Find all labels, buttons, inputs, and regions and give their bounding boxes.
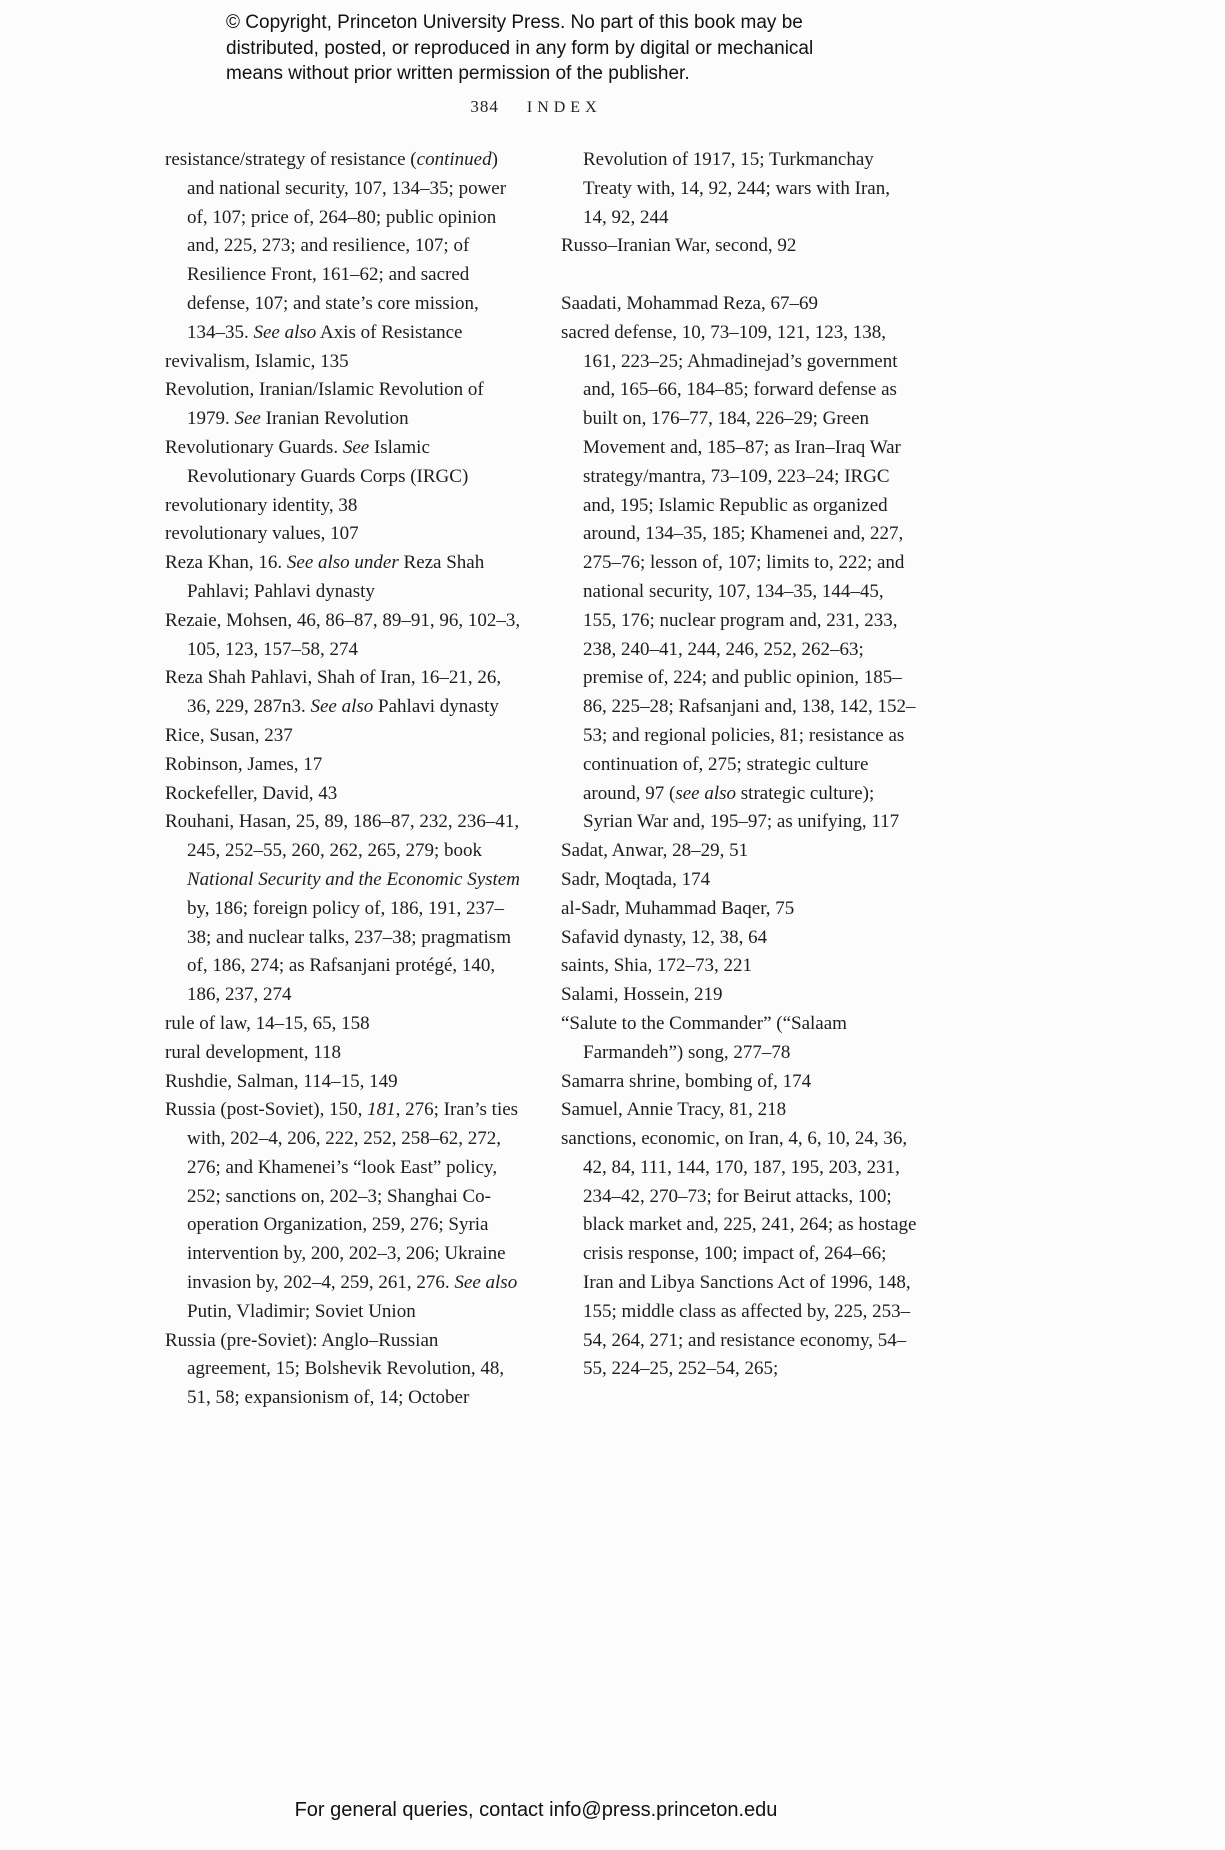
index-entry [561,895,917,924]
entry-text: sanctions, economic, on Iran, 4, 6, 10, 24, 36, 42, 84, 111, 144, 170, 187, 195, 203, 231, 234–42, 270–73; for Beirut attacks, 100; black market and, 225, 241, 264; as hostage crisis response, 100; impact of, 264–66; Iran and Libya Sanctions Act of 1996, 148, 155; middle class as affected by, 225, 253–54, 264, 271; and resistance economy, 54–55, 224–25, 252–54, 265; [561,1128,917,1380]
entry-text: rural development, 118 [165,1041,342,1063]
entry-text: Russia (pre-Soviet): Anglo–Russian agreement, 15; Bolshevik Revolution, 48, 51, 58; expansionism of, 14; October [165,1329,505,1409]
entry-text: Sadat, Anwar, 28–29, 51 [561,840,749,862]
entry-italic-text: 181 [367,1099,396,1121]
entry-text: Revolution of 1917, 15; Turkmanchay Treaty with, 14, 92, 244; wars with Iran, 14, 92, 244 [583,149,890,228]
index-entry [165,607,521,665]
entry-text: Axis of Resistance [316,321,463,343]
entry-text: al-Sadr, Muhammad Baqer, 75 [561,897,795,919]
entry-text: Saadati, Mohammad Reza, 67–69 [561,292,818,314]
index-right-column [561,146,917,1413]
entry-text: Reza Khan, 16. [165,552,287,574]
copyright-notice: © Copyright, Princeton University Press. No part of this book may be distributed, posted, or reproduced in any form by digital or mechanical means without prior written permission of the publisher. [226,12,814,84]
entry-text: Safavid dynasty, 12, 38, 64 [561,926,768,948]
entry-text: ) and national security, 107, 134–35; power of, 107; price of, 264–80; public opinion and, 225, 273; and resilience, 107; of Resilience Front, 161–62; and sacred defense, 107; and state’s core mission, 134–35. [187,149,507,343]
entry-text: Samarra shrine, bombing of, 174 [561,1070,812,1092]
index-entry [561,981,917,1010]
entry-text: rule of law, 14–15, 65, 158 [165,1012,370,1034]
entry-text: revolutionary identity, 38 [165,494,358,516]
index-heading: INDEX [526,99,602,116]
entry-italic-text: continued [416,149,492,170]
entry-italic-text: see also [675,782,737,804]
index-entry [561,290,917,319]
entry-text: Russia (post-Soviet), 150, [165,1099,368,1121]
entry-text: saints, Shia, 172–73, 221 [561,955,753,977]
entry-text: Russo–Iranian War, second, 92 [561,235,797,257]
entry-italic-text: See also [454,1272,518,1294]
entry-text: by, 186; foreign policy of, 186, 191, 237–38; and nuclear talks, 237–38; pragmatism of, 186, 274; as Rafsanjani protégé, 140, 186, 237, 274 [187,897,511,1006]
index-entry [561,952,917,981]
index-entry [165,549,521,607]
entry-text: “Salute to the Commander” (“Salaam Farmandeh”) song, 277–78 [561,1012,847,1063]
entry-text: Reza Shah Pahlavi, Shah of Iran, 16–21, 26, 36, 229, 287n3. [165,667,502,718]
entry-text: , 276; Iran’s ties with, 202–4, 206, 222, 252, 258–62, 272, 276; and Khamenei’s “look East” policy, 252; sanctions on, 202–3; Shanghai Cooperation Organization, 259, 276; Syria intervention by, 200, 202–3, 206; Ukraine invasion by, 202–4, 259, 261, 276. [187,1099,519,1294]
entry-text: Rice, Susan, 237 [165,724,293,746]
index-entry [165,520,521,549]
index-entry [165,434,521,492]
footer-query-note: For general queries, contact info@press.princeton.edu [294,1799,778,1821]
entry-text: Pahlavi dynasty [373,696,499,718]
entry-italic-text: See also [253,321,317,343]
index-entry [561,837,917,866]
index-entry [165,808,521,1010]
page-number: 384 [470,97,499,116]
index-entry [165,780,521,809]
index-entry [165,1096,521,1326]
entry-text: Rouhani, Hasan, 25, 89, 186–87, 232, 236–41, 245, 252–55, 260, 262, 265, 279; book [165,811,520,862]
entry-italic-text: See also under [286,552,399,574]
entry-text: revivalism, Islamic, 135 [165,350,349,372]
index-entry [165,664,521,722]
index-entry [561,232,917,261]
index-entry [165,348,521,377]
entry-text: Reza Shah Pahlavi; Pahlavi dynasty [187,552,485,602]
entry-text: Putin, Vladimir; Soviet Union [187,1300,416,1322]
entry-text: Rushdie, Salman, 114–15, 149 [165,1070,398,1092]
entry-text: Revolution, Iranian/Islamic Revolution of 1979. [165,379,484,430]
index-entry [561,146,917,232]
entry-text: Islamic Revolutionary Guards Corps (IRGC) [187,436,469,487]
entry-text: Rockefeller, David, 43 [165,782,338,804]
entry-text: sacred defense, 10, 73–109, 121, 123, 138, 161, 223–25; Ahmadinejad’s government and, 165–66, 184–85; forward defense as built on, 176–77, 184, 226–29; Green Movement and, 185–87; as Iran–Iraq War strategy/mantra, 73–109, 223–24; IRGC and, 195; Islamic Republic as organized around, 134–35, 185; Khamenei and, 227, 275–76; lesson of, 107; limits to, 222; and national security, 107, 134–35, 144–45, 155, 176; nuclear program and, 231, 233, 238, 240–41, 244, 246, 252, 262–63; premise of, 224; and public opinion, 185–86, 225–28; Rafsanjani and, 138, 142, 152–53; and regional policies, 81; resistance as continuation of, 275; strategic culture around, 97 ( [561,321,916,804]
entry-text: Revolutionary Guards. [165,436,343,458]
entry-text: Robinson, James, 17 [165,753,323,775]
index-entry [165,751,521,780]
index-entry [561,1125,917,1384]
index-entry [561,1068,917,1097]
entry-text: Samuel, Annie Tracy, 81, 218 [561,1099,787,1121]
index-entry [561,319,917,837]
entry-text: Iranian Revolution [260,408,409,430]
index-entry [165,1327,521,1413]
entry-italic-text: See [234,408,261,430]
index-entry [165,492,521,521]
index-entry [165,1039,521,1068]
entry-text: revolutionary values, 107 [165,523,359,545]
index-entry [165,1010,521,1039]
entry-text: resistance/strategy of resistance ( [165,149,417,170]
index-entry [165,722,521,751]
index-entry [561,1010,917,1068]
index-entry [561,866,917,895]
entry-italic-text: National Security and the Economic System [187,868,520,890]
entry-italic-text: See [342,436,370,458]
index-entry [165,376,521,434]
index-entry [561,924,917,953]
entry-text: Sadr, Moqtada, 174 [561,868,711,890]
entry-text: strategic culture); Syrian War and, 195–97; as unifying, 117 [583,782,900,833]
index-entry [165,1068,521,1097]
index-entry [165,146,521,348]
index-columns [165,146,925,1413]
entry-text: Salami, Hossein, 219 [561,984,723,1006]
entry-text: Rezaie, Mohsen, 46, 86–87, 89–91, 96, 102–3, 105, 123, 157–58, 274 [165,609,521,660]
running-head [160,97,912,117]
index-entry [561,1096,917,1125]
entry-italic-text: See also [310,696,374,718]
index-left-column [165,146,521,1413]
